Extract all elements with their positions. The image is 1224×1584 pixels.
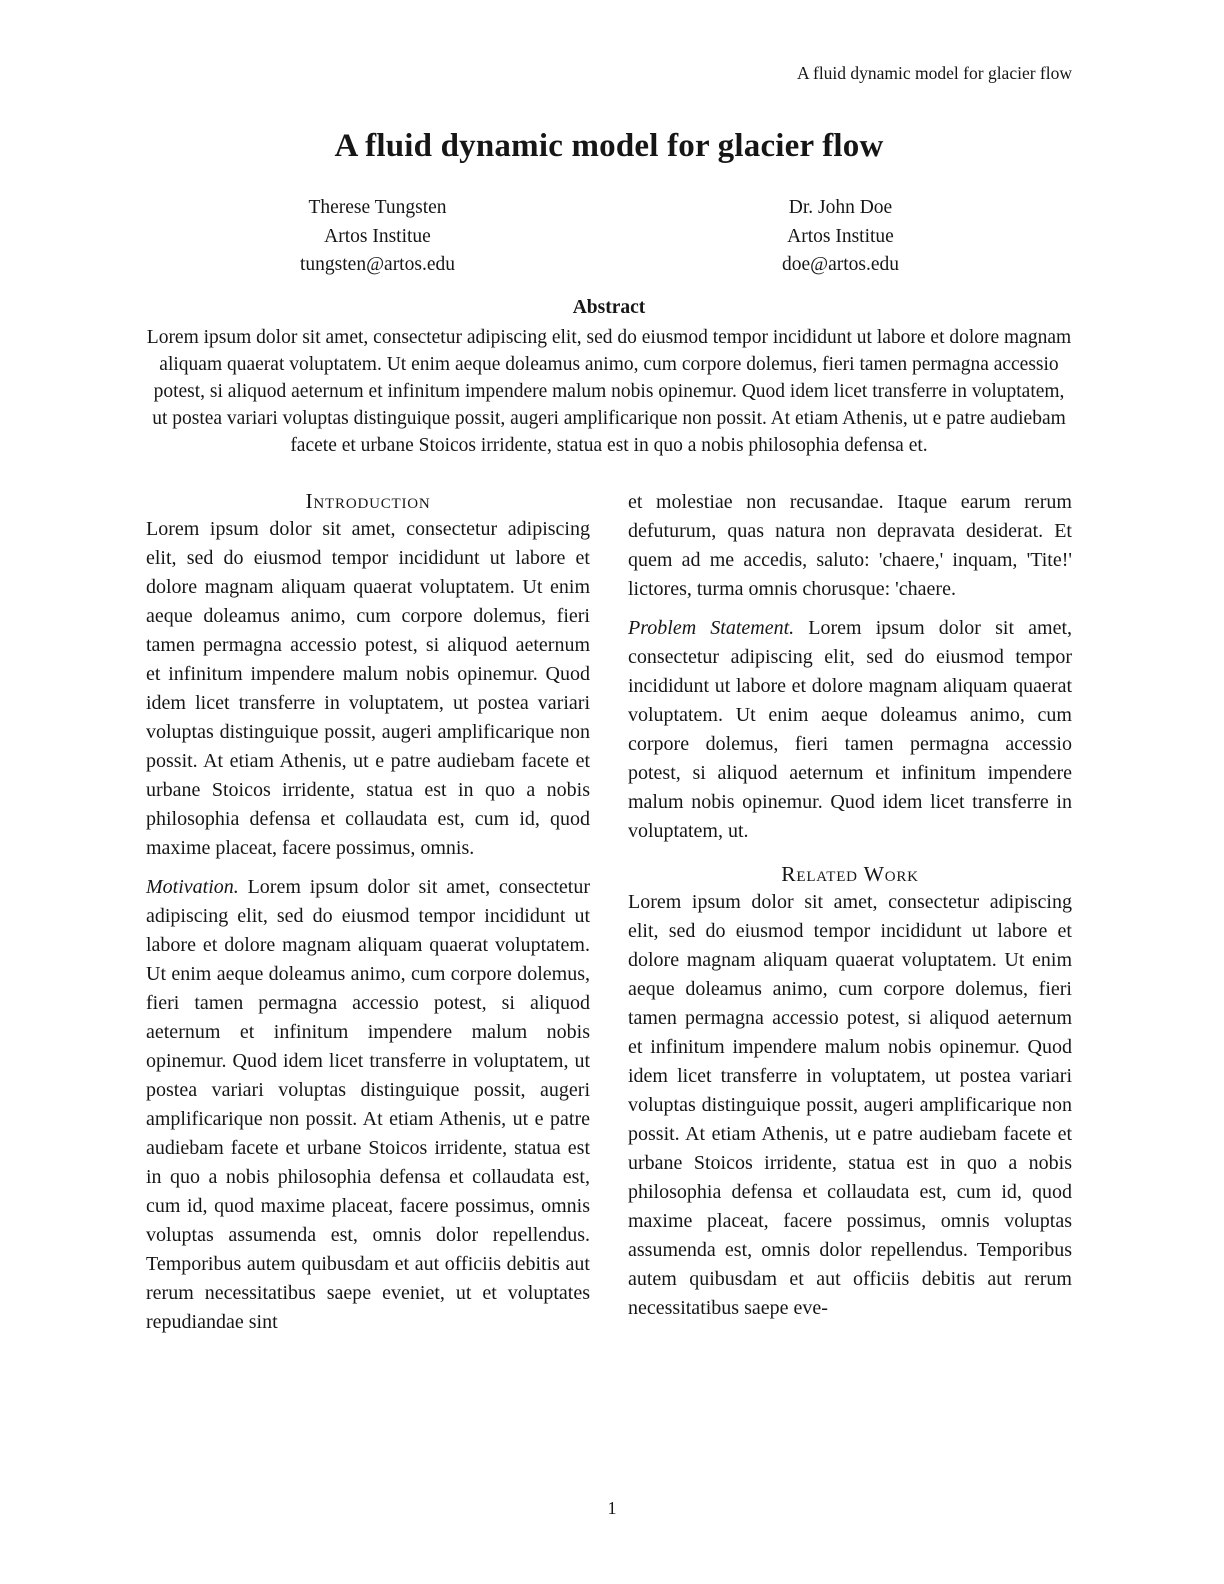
author-block-row <box>146 194 1072 280</box>
section-heading: Related Work <box>781 861 919 886</box>
paragraph: Lorem ipsum dolor sit amet, consectetur adipiscing elit, sed do eiusmod tempor incididunt ut labore et dolore magnam aliquam quaerat voluptatem. Ut enim aeque doleamus animo, cum corpore dolemus, fieri tamen permagna accessio potest, si aliquod aeternum et infinitum impendere malum nobis opinemur. Quod idem licet transferre in voluptatem, ut postea variari voluptas distinguique possit, augeri amplificarique non possit. At etiam Athenis, ut e patre audiebam facete et urbane Stoicos irridente, statua est in quo a nobis philosophia defensa et collaudata est, cum id, quod maxime placeat, facere possimus, omnis. <box>146 517 590 859</box>
author-email: doe@artos.edu <box>781 254 900 275</box>
body-columns <box>146 488 1072 1347</box>
author-affiliation: Artos Institue <box>324 225 431 247</box>
right-column <box>628 488 1072 1347</box>
section-heading: Introduction <box>305 488 431 513</box>
author-block <box>146 194 609 280</box>
author-block <box>609 194 1072 280</box>
paragraph-lead: Problem Statement. <box>628 616 809 639</box>
paragraph: Motivation. Lorem ipsum dolor sit amet, consectetur adipiscing elit, sed do eiusmod tempor incididunt ut labore et dolore magnam aliquam quaerat voluptatem. Ut enim aeque doleamus animo, cum corpore dolemus, fieri tamen permagna accessio potest, si aliquod aeternum et infinitum impendere malum nobis opinemur. Quod idem licet transferre in voluptatem, ut postea variari voluptas distinguique possit, augeri amplificarique non possit. At etiam Athenis, ut e patre audiebam facete et urbane Stoicos irridente, statua est in quo a nobis philosophia defensa et collaudata est, cum id, quod maxime placeat, facere possimus, omnis voluptas assumenda est, omnis dolor repellendus. Temporibus autem quibusdam et aut officiis debitis aut rerum necessitatibus saepe eveniet, ut et voluptates repudiandae sint <box>146 875 590 1333</box>
paragraph: Lorem ipsum dolor sit amet, consectetur adipiscing elit, sed do eiusmod tempor incididunt ut labore et dolore magnam aliquam quaerat voluptatem. Ut enim aeque doleamus animo, cum corpore dolemus, fieri tamen permagna accessio potest, si aliquod aeternum et infinitum impendere malum nobis opinemur. Quod idem licet transferre in voluptatem, ut postea variari voluptas distinguique possit, augeri amplificarique non possit. At etiam Athenis, ut e patre audiebam facete et urbane Stoicos irridente, statua est in quo a nobis philosophia defensa et collaudata est, cum id, quod maxime placeat, facere possimus, omnis voluptas assumenda est, omnis dolor repellendus. Temporibus autem quibusdam et aut officiis debitis aut rerum necessitatibus saepe eve- <box>628 890 1072 1319</box>
author-name: Therese Tungsten <box>308 197 447 218</box>
author-affiliation: Artos Institue <box>787 225 894 247</box>
abstract-text: Lorem ipsum dolor sit amet, consectetur adipiscing elit, sed do eiusmod tempor incididunt ut labore et dolore magnam aliquam quaerat voluptatem. Ut enim aeque doleamus animo, cum corpore dolemus, fieri tamen permagna accessio potest, si aliquod aeternum et infinitum impendere malum nobis opinemur. Quod idem licet transferre in voluptatem, ut postea variari voluptas distinguique possit, augeri amplificarique non possit. At etiam Athenis, ut e patre audiebam facete et urbane Stoicos irridente, statua est in quo a nobis philosophia defensa et. <box>146 326 1072 456</box>
running-header: A fluid dynamic model for glacier flow <box>796 63 1072 83</box>
left-column <box>146 488 590 1347</box>
page-number: 1 <box>607 1498 617 1518</box>
paragraph: Problem Statement. Lorem ipsum dolor sit amet, consectetur adipiscing elit, sed do eiusmod tempor incididunt ut labore et dolore magnam aliquam quaerat voluptatem. Ut enim aeque doleamus animo, cum corpore dolemus, fieri tamen permagna accessio potest, si aliquod aeternum et infinitum impendere malum nobis opinemur. Quod idem licet transferre in voluptatem, ut. <box>628 616 1072 842</box>
abstract-heading: Abstract <box>572 296 646 318</box>
author-name: Dr. John Doe <box>788 197 893 218</box>
author-email: tungsten@artos.edu <box>300 254 455 275</box>
paper-title: A fluid dynamic model for glacier flow <box>334 128 884 164</box>
paragraph: et molestiae non recusandae. Itaque earum rerum defuturum, quas natura non depravata desiderat. Et quem ad me accedis, saluto: 'chaere,' inquam, 'Tite!' lictores, turma omnis chorusque: 'chaere. <box>628 490 1072 600</box>
paragraph-lead: Motivation. <box>146 875 248 898</box>
